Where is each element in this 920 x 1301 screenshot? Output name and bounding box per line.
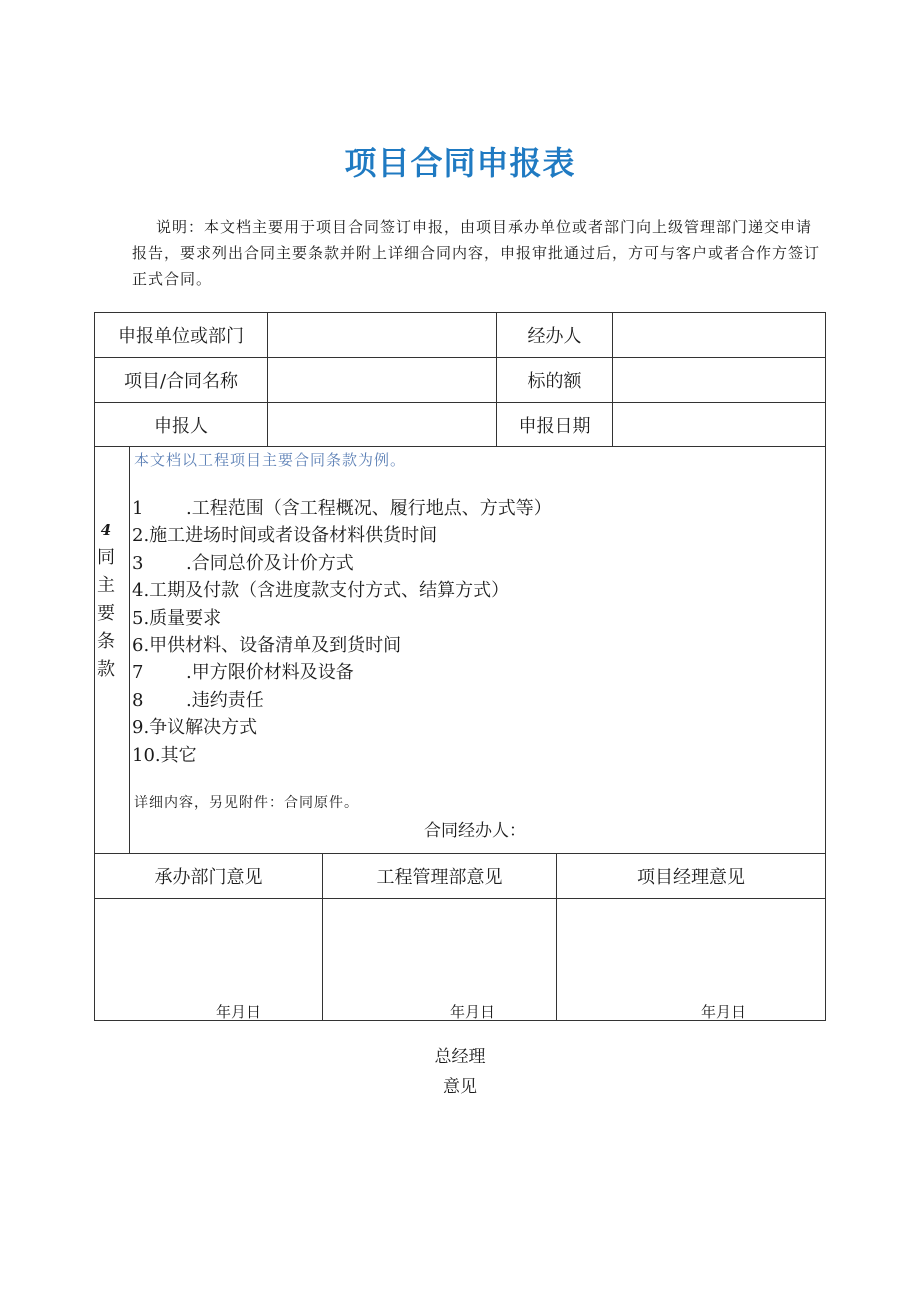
list-item (132, 714, 552, 741)
list-item (132, 550, 552, 577)
applicant-label: 申报人 (154, 415, 208, 437)
list-item (132, 522, 552, 549)
amount-field[interactable] (613, 358, 825, 402)
amount-label: 标的额 (527, 371, 582, 392)
contract-handler-label: 合同经办人： (424, 821, 526, 841)
opinion-date-pm: 年月日 (701, 1003, 747, 1021)
date-label: 申报日期 (518, 415, 591, 437)
list-item (132, 687, 552, 714)
side-label-char: 同 (97, 547, 115, 568)
page-title: 项目合同申报表 (344, 144, 576, 182)
clause-number: 7 (132, 662, 144, 684)
unit-label: 申报单位或部门 (118, 326, 244, 347)
clause-text: .违约责任 (186, 689, 264, 711)
detail-note: 详细内容，另见附件：合同原件。 (134, 795, 359, 811)
clause-text: .甲方限价材料及设备 (186, 662, 354, 684)
side-label-char: 条 (97, 631, 115, 652)
clause-number: 8 (132, 689, 144, 711)
clauses-side-label (96, 516, 116, 684)
side-label-char: 要 (97, 603, 115, 624)
gm-opinion-label-line1: 总经理 (434, 1047, 486, 1067)
list-item (132, 632, 552, 659)
list-item (132, 495, 552, 522)
opinion-field-engineering[interactable] (323, 899, 556, 999)
clause-text: 6.甲供材料、设备清单及到货时间 (132, 635, 402, 657)
opinion-header-engineering: 工程管理部意见 (376, 867, 503, 888)
unit-field[interactable] (268, 313, 496, 357)
project-label: 项目/合同名称 (123, 371, 239, 392)
clause-text: 5.质量要求 (132, 607, 222, 629)
clause-text: 10.其它 (132, 744, 197, 766)
list-item (132, 577, 552, 604)
list-item (132, 605, 552, 632)
opinion-field-pm[interactable] (557, 899, 825, 999)
clause-text: .工程范围（含工程概况、履行地点、方式等） (186, 498, 552, 519)
date-field[interactable] (613, 403, 825, 446)
gm-opinion-label-line2: 意见 (443, 1077, 477, 1097)
clause-number: 1 (132, 498, 144, 519)
opinion-header-dept: 承办部门意见 (154, 867, 263, 888)
opinion-date-engineering: 年月日 (450, 1003, 496, 1021)
clause-number: 3 (132, 552, 144, 574)
clauses-note: 本文档以工程项目主要合同条款为例。 (134, 451, 407, 469)
side-label-char: 款 (97, 659, 115, 680)
side-label-char: 主 (97, 575, 115, 596)
opinion-field-dept[interactable] (95, 899, 322, 999)
handler-field[interactable] (613, 313, 825, 357)
handler-label: 经办人 (527, 326, 582, 347)
opinion-header-pm: 项目经理意见 (637, 867, 745, 888)
side-label-char: 4 (100, 521, 112, 539)
clause-text: 2.施工进场时间或者设备材料供货时间 (132, 525, 438, 547)
intro-text: 说明：本文档主要用于项目合同签订申报，由项目承办单位或者部门向上级管理部门递交申请报告，要求列出合同主要条款并附上详细合同内容，申报审批通过后，方可与客户或者合作方签订正式合同。 (132, 218, 821, 288)
clause-text: .合同总价及计价方式 (186, 552, 354, 574)
project-field[interactable] (268, 358, 496, 402)
list-item (132, 742, 552, 769)
opinion-date-dept: 年月日 (216, 1003, 262, 1021)
clause-text: 4.工期及付款（含进度款支付方式、结算方式） (132, 580, 510, 602)
list-item (132, 659, 552, 686)
clause-text: 9.争议解决方式 (132, 717, 258, 739)
applicant-field[interactable] (268, 403, 496, 446)
clause-list (132, 495, 552, 769)
